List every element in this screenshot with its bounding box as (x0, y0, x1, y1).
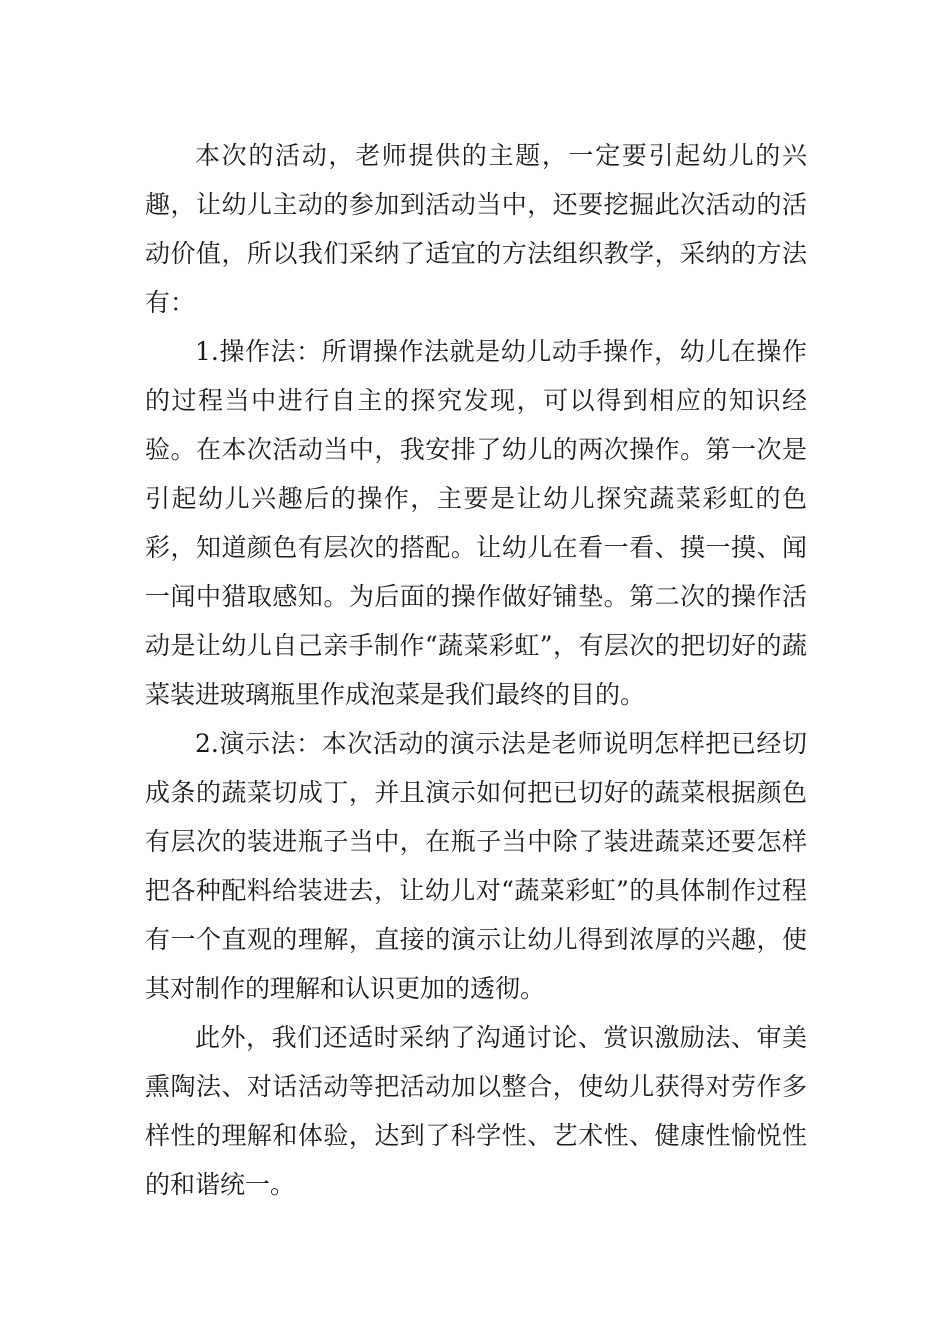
paragraph-operation-method: 1.操作法：所谓操作法就是幼儿动手操作，幼儿在操作的过程当中进行自主的探究发现，可以得到相应的知识经验。在本次活动当中，我安排了幼儿的两次操作。第一次是引起幼儿兴趣后的操作，主要是让幼儿探究蔬菜彩虹的色彩，知道颜色有层次的搭配。让幼儿在看一看、摸一摸、闻一闻中猎取感知。为后面的操作做好铺垫。第二次的操作活动是让幼儿自己亲手制作“蔬菜彩虹”，有层次的把切好的蔬菜装进玻璃瓶里作成泡菜是我们最终的目的。 (145, 337, 807, 709)
paragraph-conclusion: 此外，我们还适时采纳了沟通讨论、赏识激励法、审美熏陶法、对话活动等把活动加以整合，使幼儿获得对劳作多样性的理解和体验，达到了科学性、艺术性、健康性愉悦性的和谐统一。 (145, 1023, 807, 1199)
paragraph-intro: 本次的活动，老师提供的主题，一定要引起幼儿的兴趣，让幼儿主动的参加到活动当中，还要挖掘此次活动的活动价值，所以我们采纳了适宜的方法组织教学，采纳的方法有： (145, 141, 807, 317)
document-body (145, 131, 807, 1209)
paragraph-demonstration-method: 2.演示法：本次活动的演示法是老师说明怎样把已经切成条的蔬菜切成丁，并且演示如何把已切好的蔬菜根据颜色有层次的装进瓶子当中，在瓶子当中除了装进蔬菜还要怎样把各种配料给装进去，让幼儿对“蔬菜彩虹”的具体制作过程有一个直观的理解，直接的演示让幼儿得到浓厚的兴趣，使其对制作的理解和认识更加的透彻。 (145, 729, 807, 1003)
